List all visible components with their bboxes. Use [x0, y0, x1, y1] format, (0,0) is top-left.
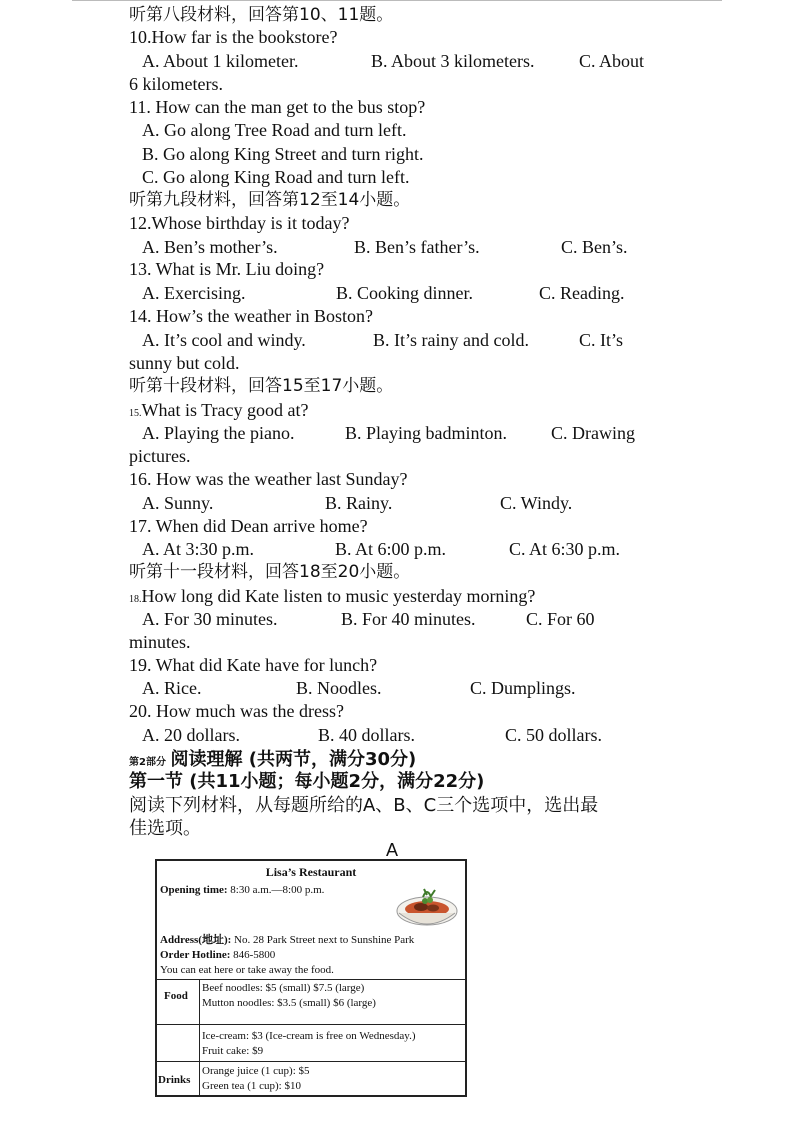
section1-heading: 第一节 (共11小题；每小题2分，满分22分)	[129, 771, 485, 792]
answer-option: B. For 40 minutes.	[341, 609, 476, 629]
answer-option: A. About 1 kilometer.	[142, 51, 299, 71]
answer-option: B. Cooking dinner.	[336, 283, 474, 303]
noodle-bowl-icon	[395, 883, 459, 933]
answer-option: B. Ben’s father’s.	[354, 237, 480, 257]
answer-option: C. Windy.	[500, 493, 573, 513]
drinks-label: Drinks	[158, 1074, 191, 1086]
answer-option: B. About 3 kilometers.	[371, 51, 535, 71]
opening-time	[160, 883, 324, 897]
answer-option: A. Exercising.	[142, 283, 246, 303]
instruction-line-2: 佳选项。	[129, 818, 201, 839]
takeaway-note: You can eat here or take away the food.	[160, 964, 334, 976]
drink-item-1: Orange juice (1 cup): $5	[202, 1065, 310, 1077]
answer-option: A. Go along Tree Road and turn left.	[142, 120, 407, 140]
answer-option: B. Go along King Street and turn right.	[142, 144, 424, 164]
answer-option: C. Dumplings.	[470, 678, 576, 698]
food-item-1: Beef noodles: $5 (small) $7.5 (large)	[202, 982, 365, 994]
opening-value: 8:30 a.m.—8:00 p.m.	[230, 884, 325, 896]
part2-tag: 第2部分	[129, 757, 166, 768]
answer-option: C. At 6:30 p.m.	[509, 539, 621, 559]
question-q19: 19. What did Kate have for lunch?	[129, 655, 378, 675]
food-item-2: Mutton noodles: $3.5 (small) $6 (large)	[202, 997, 376, 1009]
answer-option: A. At 3:30 p.m.	[142, 539, 255, 559]
drink-item-2: Green tea (1 cup): $10	[202, 1080, 301, 1092]
answer-option: B. It’s rainy and cold.	[373, 330, 529, 350]
address	[160, 933, 414, 947]
answer-option: B. At 6:00 p.m.	[335, 539, 447, 559]
section-instruction: 听第八段材料，回答第10、11题。	[129, 5, 394, 25]
question-number: 15.	[129, 408, 142, 419]
answer-option: C. About	[579, 51, 645, 71]
question-q13: 13. What is Mr. Liu doing?	[129, 259, 325, 279]
question-q20: 20. How much was the dress?	[129, 701, 344, 721]
answer-option: C. It’s	[579, 330, 624, 350]
answer-option: A. It’s cool and windy.	[142, 330, 306, 350]
answer-option: C. Reading.	[539, 283, 625, 303]
answer-option: 6 kilometers.	[129, 74, 223, 94]
food-label: Food	[164, 990, 188, 1002]
dessert-item-2: Fruit cake: $9	[202, 1045, 264, 1057]
address-label: Address(地址):	[160, 934, 232, 946]
answer-option: B. 40 dollars.	[318, 725, 415, 745]
menu-column-divider	[199, 979, 200, 1097]
answer-option: A. Ben’s mother’s.	[142, 237, 278, 257]
answer-option: A. Playing the piano.	[142, 423, 295, 443]
answer-option: pictures.	[129, 446, 191, 466]
hotline	[160, 948, 275, 962]
question-q11: 11. How can the man get to the bus stop?	[129, 97, 426, 117]
question-q16: 16. How was the weather last Sunday?	[129, 469, 408, 489]
section-instruction: 听第九段材料，回答第12至14小题。	[129, 190, 411, 210]
menu-divider-1	[157, 979, 465, 980]
answer-option: A. Rice.	[142, 678, 202, 698]
question-number: 18.	[129, 594, 142, 605]
dessert-item-1: Ice-cream: $3 (Ice-cream is free on Wednesday.)	[202, 1030, 416, 1042]
answer-option: A. For 30 minutes.	[142, 609, 278, 629]
menu-divider-3	[157, 1061, 465, 1062]
answer-option: minutes.	[129, 632, 191, 652]
hotline-label: Order Hotline:	[160, 949, 231, 961]
answer-option: C. Drawing	[551, 423, 635, 443]
question-text: What is Tracy good at?	[141, 400, 309, 420]
answer-option: A. 20 dollars.	[142, 725, 240, 745]
restaurant-menu-card	[155, 859, 467, 1097]
answer-option: B. Rainy.	[325, 493, 393, 513]
question-q14: 14. How’s the weather in Boston?	[129, 306, 373, 326]
restaurant-name: Lisa’s Restaurant	[265, 865, 357, 879]
section-instruction: 听第十一段材料，回答18至20小题。	[129, 562, 411, 582]
opening-label: Opening time:	[160, 884, 228, 896]
answer-option: C. 50 dollars.	[505, 725, 602, 745]
answer-option: B. Noodles.	[296, 678, 382, 698]
answer-option: C. Ben’s.	[561, 237, 628, 257]
answer-option: B. Playing badminton.	[345, 423, 507, 443]
question-q12: 12.Whose birthday is it today?	[129, 213, 350, 233]
instruction-line-1: 阅读下列材料，从每题所给的A、B、C三个选项中，选出最	[129, 795, 599, 816]
top-divider	[72, 0, 722, 1]
section-instruction: 听第十段材料，回答15至17小题。	[129, 376, 394, 396]
passage-a-label: A	[386, 840, 399, 860]
address-value: No. 28 Park Street next to Sunshine Park	[234, 934, 415, 946]
part2-title: 阅读理解 (共两节，满分30分)	[170, 749, 417, 770]
answer-option: sunny but cold.	[129, 353, 240, 373]
answer-option: C. Go along King Road and turn left.	[142, 167, 410, 187]
question-text: How long did Kate listen to music yesterday morning?	[141, 586, 536, 606]
menu-divider-2	[157, 1024, 465, 1025]
question-q17: 17. When did Dean arrive home?	[129, 516, 368, 536]
answer-option: C. For 60	[526, 609, 595, 629]
question-q10: 10.How far is the bookstore?	[129, 27, 338, 47]
answer-option: A. Sunny.	[142, 493, 214, 513]
hotline-value: 846-5800	[233, 949, 276, 961]
